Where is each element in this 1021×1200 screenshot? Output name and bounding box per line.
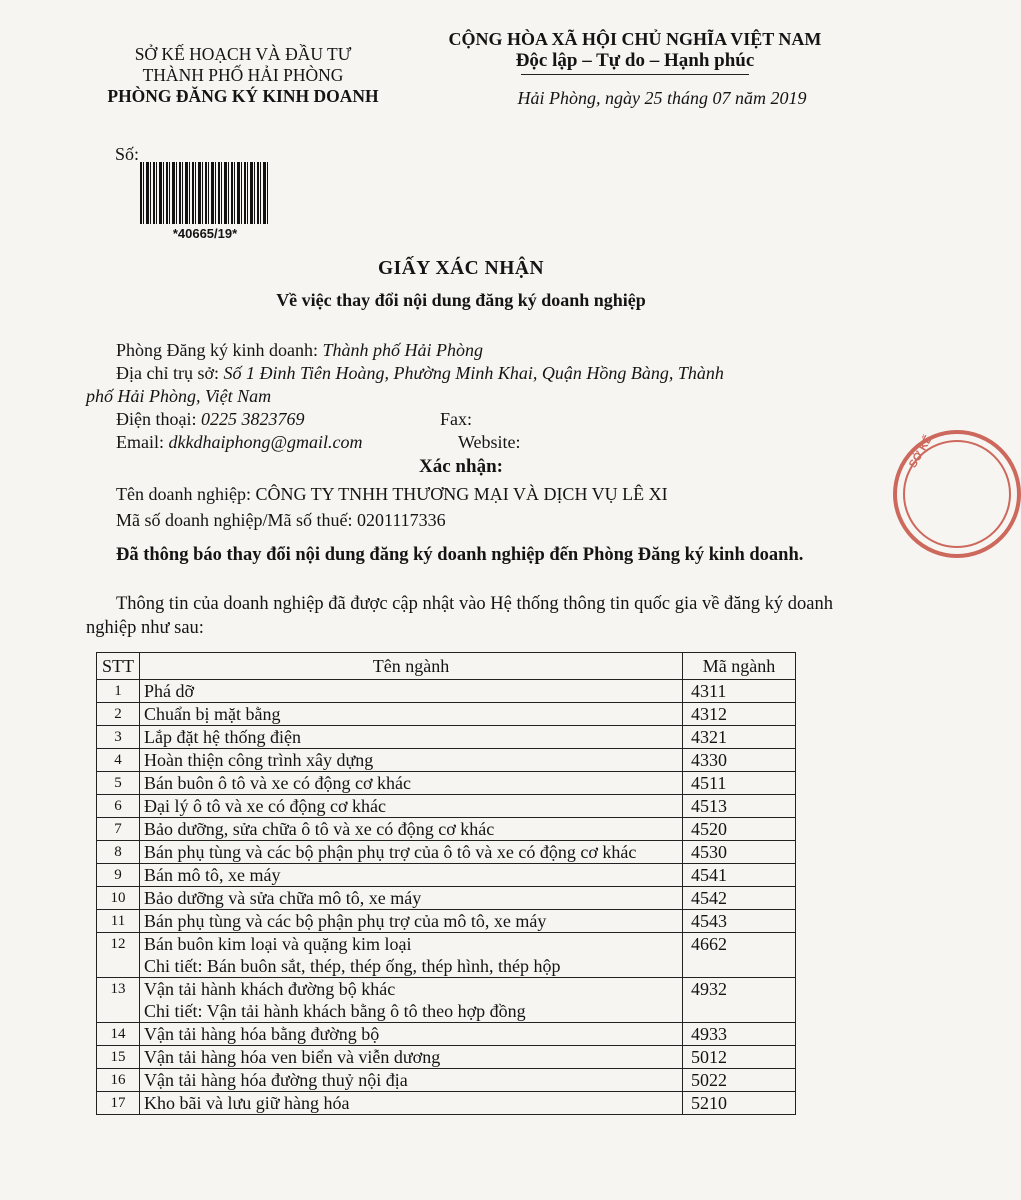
row-code: 4513 (683, 795, 796, 818)
office-website-label: Website: (458, 432, 521, 452)
row-name: Đại lý ô tô và xe có động cơ khác (144, 796, 386, 816)
header-stt: STT (97, 653, 140, 680)
office-phone-label: Điện thoại: (116, 409, 197, 429)
row-name: Vận tải hành khách đường bộ khác (144, 979, 396, 999)
office-address-line (116, 363, 724, 384)
row-name-cell (140, 680, 683, 703)
row-name-cell (140, 978, 683, 1023)
row-code: 4330 (683, 749, 796, 772)
row-name: Chuẩn bị mặt bằng (144, 704, 281, 724)
row-stt: 11 (97, 910, 140, 933)
row-name: Bán buôn ô tô và xe có động cơ khác (144, 773, 411, 793)
row-stt: 14 (97, 1023, 140, 1046)
row-code: 4321 (683, 726, 796, 749)
table-row (97, 864, 796, 887)
table-row (97, 703, 796, 726)
row-stt: 3 (97, 726, 140, 749)
row-name: Vận tải hàng hóa ven biển và viễn dương (144, 1047, 441, 1067)
nation-title: CỘNG HÒA XÃ HỘI CHỦ NGHĨA VIỆT NAM (448, 29, 822, 49)
row-name: Bảo dưỡng, sửa chữa ô tô và xe có động cơ khác (144, 819, 495, 839)
tax-code-value: 0201117336 (356, 510, 446, 530)
office-fax-label: Fax: (440, 409, 473, 429)
row-detail: Chi tiết: Vận tải hành khách bằng ô tô theo hợp đồng (144, 1001, 526, 1021)
table-row (97, 818, 796, 841)
row-code: 5022 (683, 1069, 796, 1092)
table-row (97, 749, 796, 772)
tax-code-label: Mã số doanh nghiệp/Mã số thuế: (116, 510, 353, 530)
row-code: 4311 (683, 680, 796, 703)
row-name-cell (140, 1046, 683, 1069)
row-code: 4542 (683, 887, 796, 910)
org-line-3: PHÒNG ĐĂNG KÝ KINH DOANH (107, 86, 379, 106)
row-name-cell (140, 841, 683, 864)
table-row (97, 1069, 796, 1092)
row-name-cell (140, 795, 683, 818)
header-code: Mã ngành (683, 653, 796, 680)
row-stt: 9 (97, 864, 140, 887)
row-name-cell (140, 910, 683, 933)
row-name: Bảo dưỡng và sửa chữa mô tô, xe máy (144, 888, 422, 908)
office-address-label: Địa chỉ trụ sở: (116, 363, 219, 383)
row-detail: Chi tiết: Bán buôn sắt, thép, thép ống, thép hình, thép hộp (144, 956, 561, 976)
row-stt: 16 (97, 1069, 140, 1092)
motto-underline (521, 74, 749, 75)
row-name: Bán phụ tùng và các bộ phận phụ trợ của mô tô, xe máy (144, 911, 547, 931)
row-name: Vận tải hàng hóa đường thuỷ nội địa (144, 1070, 408, 1090)
row-stt: 4 (97, 749, 140, 772)
table-header-row (97, 653, 796, 680)
row-stt: 12 (97, 933, 140, 978)
row-code: 4933 (683, 1023, 796, 1046)
office-email-line (116, 432, 363, 453)
row-name-cell (140, 1023, 683, 1046)
row-stt: 8 (97, 841, 140, 864)
table-row (97, 795, 796, 818)
issue-date: Hải Phòng, ngày 25 tháng 07 năm 2019 (517, 88, 807, 108)
row-code: 4520 (683, 818, 796, 841)
row-name-cell (140, 864, 683, 887)
table-row (97, 933, 796, 978)
nation-motto: Độc lập – Tự do – Hạnh phúc (515, 50, 755, 71)
table-body (97, 680, 796, 1115)
business-lines-table (96, 652, 796, 1115)
barcode-image (140, 162, 270, 224)
office-address-value-2: phố Hải Phòng, Việt Nam (86, 386, 272, 406)
row-name-cell (140, 772, 683, 795)
row-stt: 15 (97, 1046, 140, 1069)
row-stt: 17 (97, 1092, 140, 1115)
table-row (97, 726, 796, 749)
row-code: 4511 (683, 772, 796, 795)
document-number-label: Số: (115, 144, 140, 164)
row-name-cell (140, 818, 683, 841)
row-code: 4541 (683, 864, 796, 887)
row-code: 4530 (683, 841, 796, 864)
seal-text: SỞ KẾ (907, 433, 935, 470)
row-stt: 7 (97, 818, 140, 841)
row-stt: 13 (97, 978, 140, 1023)
row-name: Bán mô tô, xe máy (144, 865, 281, 885)
row-stt: 1 (97, 680, 140, 703)
row-code: 4662 (683, 933, 796, 978)
office-address-value-1: Số 1 Đinh Tiên Hoàng, Phường Minh Khai, Quận Hồng Bàng, Thành (223, 363, 724, 383)
table-row (97, 1023, 796, 1046)
tax-code-line (116, 510, 446, 531)
office-email-value: dkkdhaiphong@gmail.com (168, 432, 363, 452)
row-name-cell (140, 887, 683, 910)
document-title: GIẤY XÁC NHẬN (377, 258, 545, 279)
office-email-label: Email: (116, 432, 164, 452)
row-name: Lắp đặt hệ thống điện (144, 727, 301, 747)
notice-paragraph: Đã thông báo thay đổi nội dung đăng ký doanh nghiệp đến Phòng Đăng ký kinh doanh. (116, 545, 804, 565)
info-paragraph: Thông tin của doanh nghiệp đã được cập nhật vào Hệ thống thông tin quốc gia về đăng ký doanh nghiệp như sau: (86, 594, 833, 638)
row-stt: 6 (97, 795, 140, 818)
row-stt: 2 (97, 703, 140, 726)
official-seal (893, 430, 1021, 558)
document-subtitle: Về việc thay đổi nội dung đăng ký doanh nghiệp (276, 290, 646, 310)
row-name: Kho bãi và lưu giữ hàng hóa (144, 1093, 350, 1113)
org-line-2: THÀNH PHỐ HẢI PHÒNG (142, 65, 344, 85)
row-name-cell (140, 1069, 683, 1092)
office-name-value: Thành phố Hải Phòng (322, 340, 484, 360)
row-code: 4543 (683, 910, 796, 933)
row-name: Bán phụ tùng và các bộ phận phụ trợ của ô tô và xe có động cơ khác (144, 842, 637, 862)
company-name-line (116, 484, 668, 505)
row-name: Phá dỡ (144, 681, 195, 701)
row-name-cell (140, 726, 683, 749)
row-code: 4932 (683, 978, 796, 1023)
table-row (97, 978, 796, 1023)
barcode-number: *40665/19* (172, 226, 238, 241)
table-row (97, 887, 796, 910)
row-name-cell (140, 1092, 683, 1115)
company-name-value: CÔNG TY TNHH THƯƠNG MẠI VÀ DỊCH VỤ LÊ XI (255, 484, 668, 504)
row-stt: 10 (97, 887, 140, 910)
row-code: 4312 (683, 703, 796, 726)
confirmation-heading: Xác nhận: (419, 456, 503, 477)
company-name-label: Tên doanh nghiệp: (116, 484, 251, 504)
row-name: Vận tải hàng hóa bằng đường bộ (144, 1024, 380, 1044)
row-code: 5012 (683, 1046, 796, 1069)
table-row (97, 772, 796, 795)
row-name: Hoàn thiện công trình xây dựng (144, 750, 374, 770)
table-row (97, 1092, 796, 1115)
issuing-office-header (78, 44, 408, 107)
row-name-cell (140, 749, 683, 772)
office-phone-line (116, 409, 304, 430)
org-line-1: SỞ KẾ HOẠCH VÀ ĐẦU TƯ (134, 44, 352, 64)
table-row (97, 910, 796, 933)
table-row (97, 841, 796, 864)
row-name: Bán buôn kim loại và quặng kim loại (144, 934, 412, 954)
row-name-cell (140, 703, 683, 726)
office-name-label: Phòng Đăng ký kinh doanh: (116, 340, 318, 360)
header-name: Tên ngành (140, 653, 683, 680)
table-row (97, 680, 796, 703)
row-stt: 5 (97, 772, 140, 795)
national-header (420, 28, 850, 75)
office-phone-value: 0225 3823769 (200, 409, 305, 429)
row-code: 5210 (683, 1092, 796, 1115)
table-row (97, 1046, 796, 1069)
row-name-cell (140, 933, 683, 978)
office-name-line (116, 340, 483, 361)
